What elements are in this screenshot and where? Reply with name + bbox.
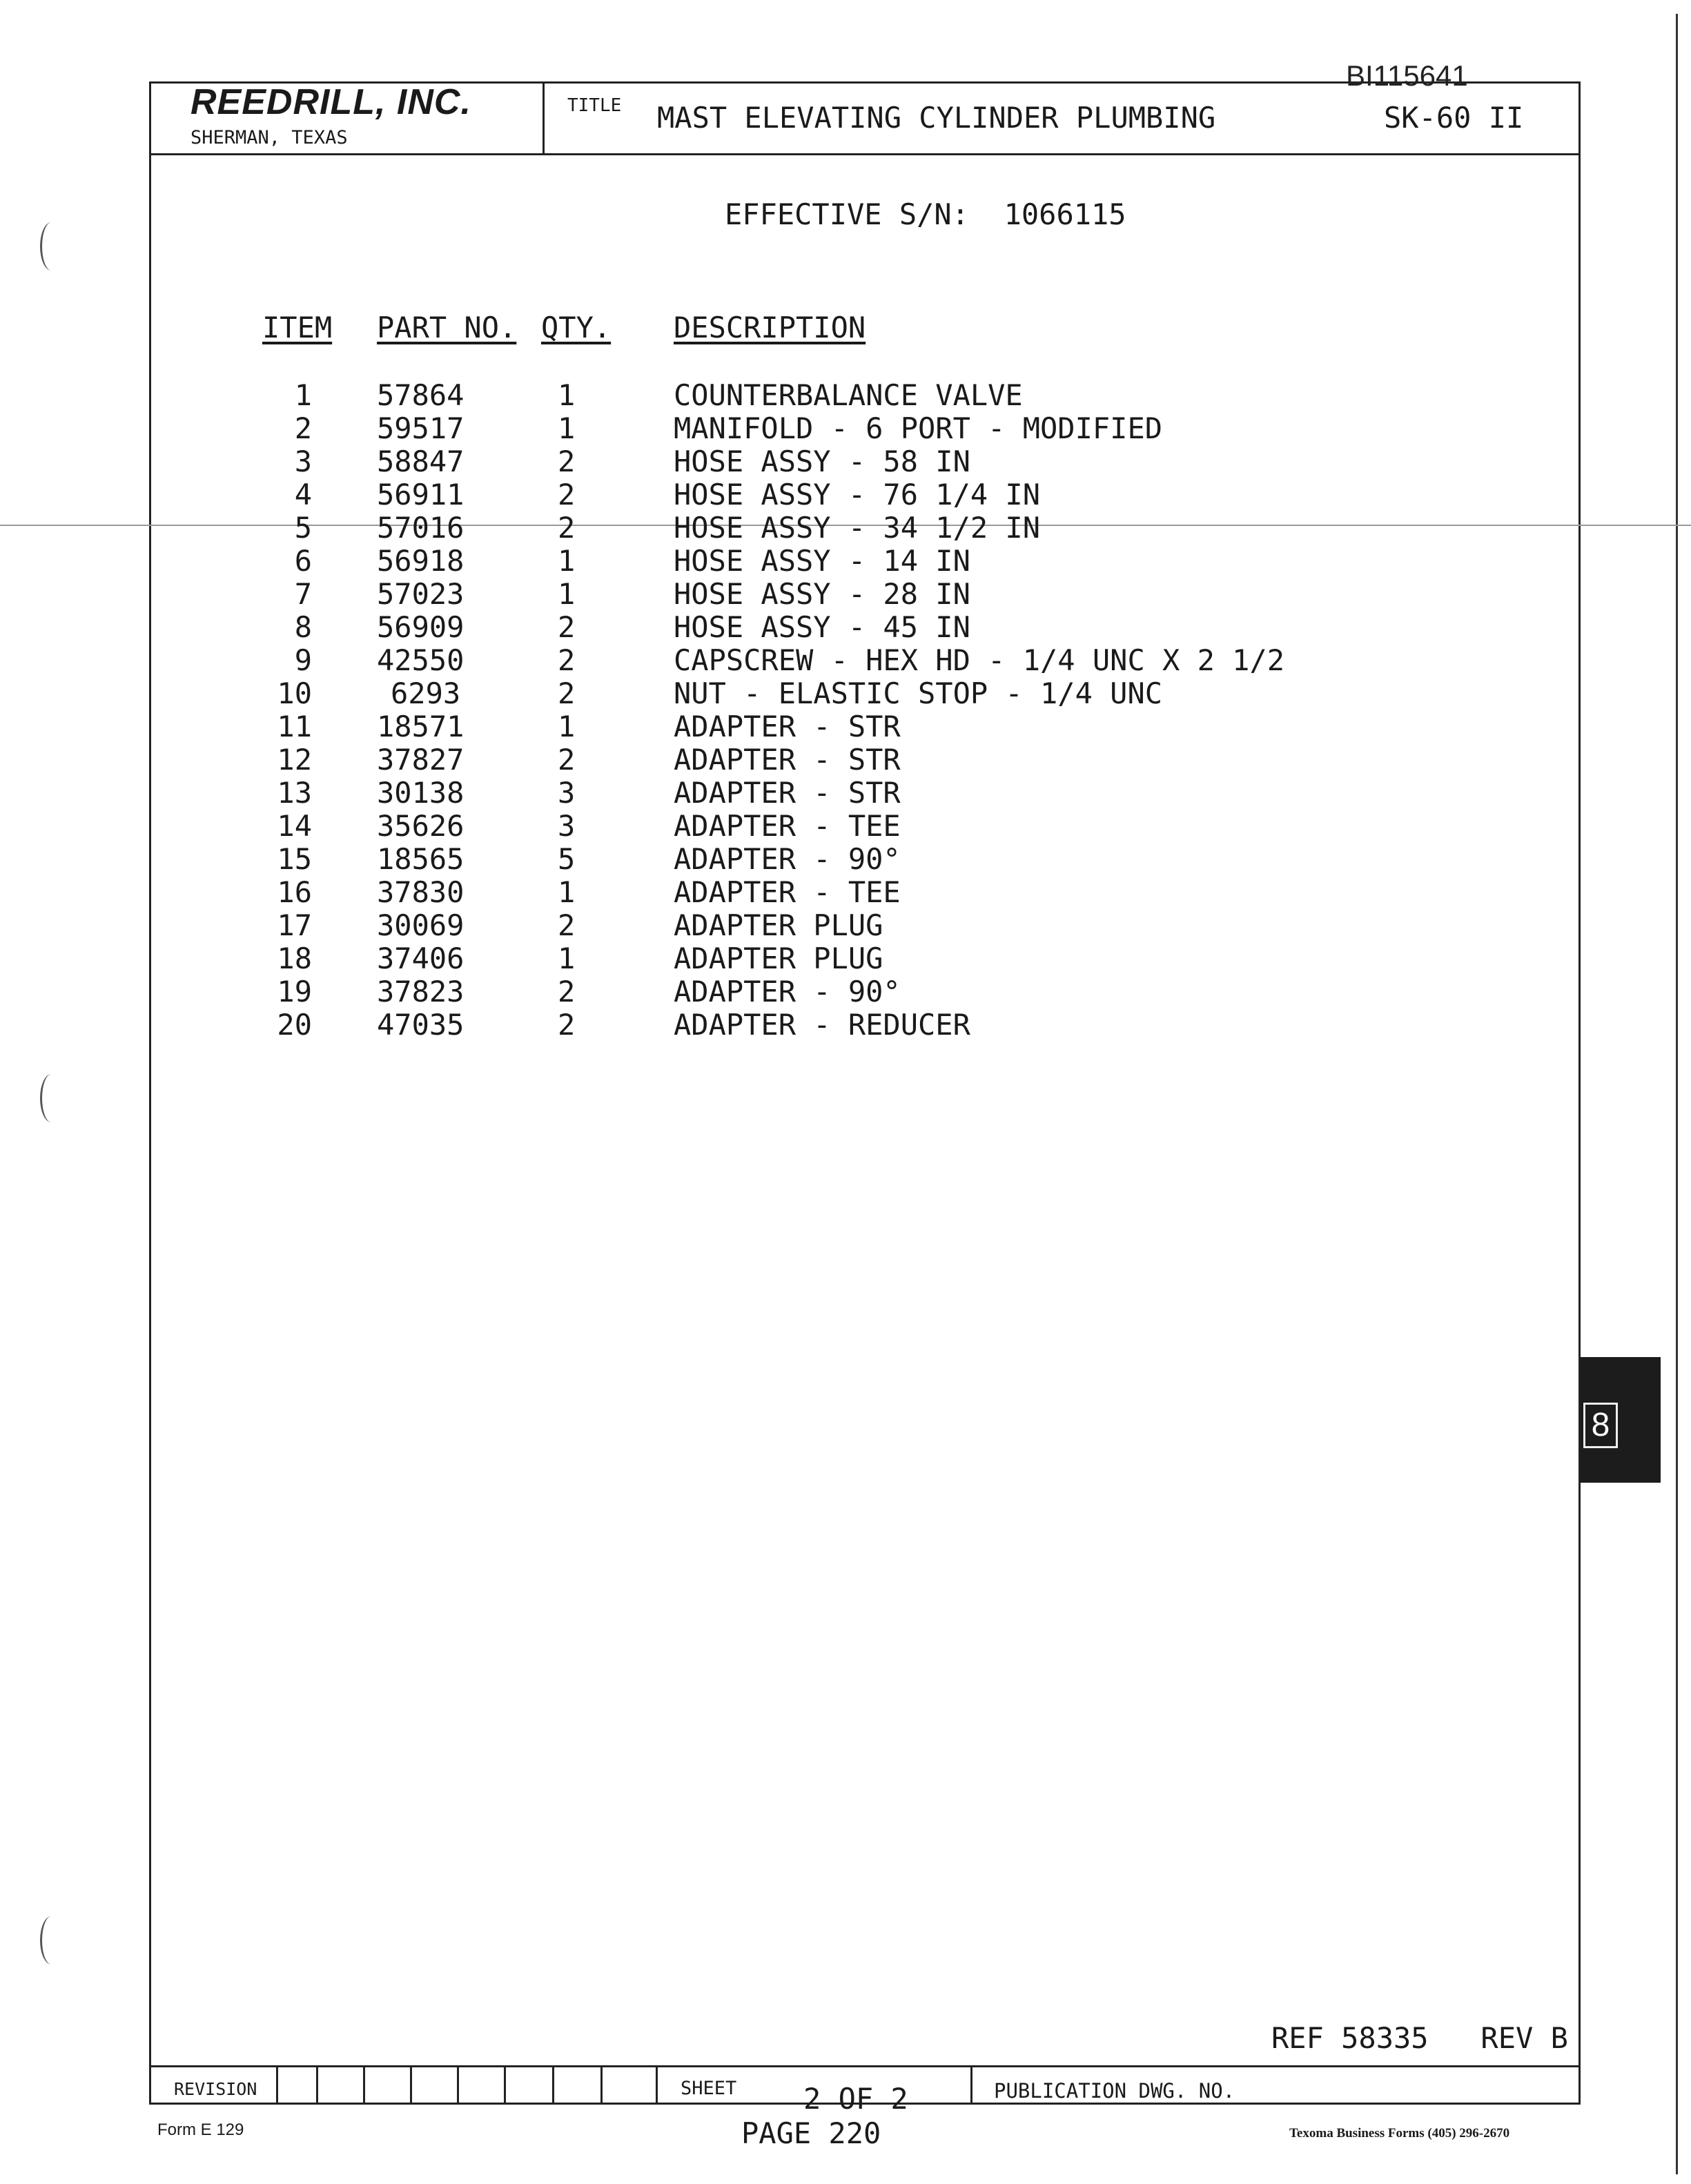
description: MANIFOLD - 6 PORT - MODIFIED xyxy=(674,411,1163,445)
part-number: 57864 xyxy=(377,378,465,412)
quantity: 2 xyxy=(558,676,576,710)
quantity: 2 xyxy=(558,511,576,545)
part-number: 57016 xyxy=(377,511,465,545)
description: ADAPTER - 90° xyxy=(674,842,901,876)
revision-cell-line xyxy=(316,2065,318,2104)
part-number: 56918 xyxy=(377,544,465,578)
description: ADAPTER PLUG xyxy=(674,908,883,942)
printer-credit: Texoma Business Forms (405) 296-2670 xyxy=(1289,2126,1510,2141)
quantity: 1 xyxy=(558,710,576,743)
column-header-item: ITEM xyxy=(262,311,333,344)
document-number: BI115641 xyxy=(1346,59,1468,92)
item-number: 17 xyxy=(277,908,312,942)
quantity: 1 xyxy=(558,942,576,975)
item-number: 3 xyxy=(294,445,312,478)
part-number: 37827 xyxy=(377,743,465,777)
item-number: 19 xyxy=(277,975,312,1008)
part-number: 42550 xyxy=(377,643,465,677)
table-row xyxy=(0,544,1691,577)
title-divider-line xyxy=(543,81,545,155)
item-number: 11 xyxy=(277,710,312,743)
table-row xyxy=(0,610,1691,643)
part-number: 59517 xyxy=(377,411,465,445)
item-number: 14 xyxy=(277,809,312,843)
part-number: 56909 xyxy=(377,610,465,644)
part-number: 37823 xyxy=(377,975,465,1008)
quantity: 1 xyxy=(558,875,576,909)
effective-serial xyxy=(725,197,1126,231)
revision-cell-line xyxy=(552,2065,554,2104)
item-number: 2 xyxy=(294,411,312,445)
description: HOSE ASSY - 58 IN xyxy=(674,445,970,478)
quantity: 1 xyxy=(558,544,576,578)
item-number: 12 xyxy=(277,743,312,777)
table-row xyxy=(0,875,1691,908)
table-row xyxy=(0,511,1691,544)
part-number: 57023 xyxy=(377,577,465,611)
description: COUNTERBALANCE VALVE xyxy=(674,378,1023,412)
part-number: 56911 xyxy=(377,478,465,511)
sheet-label: SHEET xyxy=(681,2078,737,2099)
quantity: 2 xyxy=(558,478,576,511)
item-number: 15 xyxy=(277,842,312,876)
item-number: 10 xyxy=(277,676,312,710)
revision-cell-line xyxy=(457,2065,459,2104)
table-row xyxy=(0,577,1691,610)
description: NUT - ELASTIC STOP - 1/4 UNC xyxy=(674,676,1163,710)
revision-cell-line xyxy=(504,2065,506,2104)
table-row xyxy=(0,643,1691,676)
part-number: 30069 xyxy=(377,908,465,942)
punch-hole-mark xyxy=(40,1916,63,1964)
description: ADAPTER - 90° xyxy=(674,975,901,1008)
sheet-value: 2 OF 2 xyxy=(803,2082,908,2116)
punch-hole-mark xyxy=(40,222,63,271)
item-number: 6 xyxy=(294,544,312,578)
description: HOSE ASSY - 76 1/4 IN xyxy=(674,478,1041,511)
page-edge-line xyxy=(1676,14,1678,2174)
item-number: 16 xyxy=(277,875,312,909)
column-header-description: DESCRIPTION xyxy=(674,311,866,344)
pubdwg-cell-line xyxy=(970,2065,972,2104)
revision-cell-line xyxy=(410,2065,412,2104)
part-number: 6293 xyxy=(391,676,461,710)
form-number: Form E 129 xyxy=(157,2120,244,2139)
quantity: 3 xyxy=(558,809,576,843)
part-number: 58847 xyxy=(377,445,465,478)
quantity: 1 xyxy=(558,378,576,412)
part-number: 18565 xyxy=(377,842,465,876)
quantity: 2 xyxy=(558,445,576,478)
item-number: 5 xyxy=(294,511,312,545)
revision-cell-line xyxy=(600,2065,603,2104)
table-row xyxy=(0,842,1691,875)
description: ADAPTER - TEE xyxy=(674,875,901,909)
table-row xyxy=(0,478,1691,511)
description: ADAPTER - STR xyxy=(674,710,901,743)
table-row xyxy=(0,942,1691,975)
revision-cell-line xyxy=(276,2065,278,2104)
description: HOSE ASSY - 14 IN xyxy=(674,544,970,578)
table-row xyxy=(0,975,1691,1008)
item-number: 1 xyxy=(294,378,312,412)
part-number: 35626 xyxy=(377,809,465,843)
description: ADAPTER - STR xyxy=(674,776,901,810)
quantity: 1 xyxy=(558,411,576,445)
description: CAPSCREW - HEX HD - 1/4 UNC X 2 1/2 xyxy=(674,643,1285,677)
quantity: 5 xyxy=(558,842,576,876)
table-row xyxy=(0,411,1691,445)
company-name: REEDRILL, INC. xyxy=(190,82,471,122)
item-number: 7 xyxy=(294,577,312,611)
title-block-bottom-line xyxy=(149,153,1581,155)
description: HOSE ASSY - 28 IN xyxy=(674,577,970,611)
item-number: 9 xyxy=(294,643,312,677)
quantity: 3 xyxy=(558,776,576,810)
item-number: 4 xyxy=(294,478,312,511)
quantity: 2 xyxy=(558,975,576,1008)
table-row xyxy=(0,743,1691,776)
part-number: 47035 xyxy=(377,1008,465,1042)
part-number: 37830 xyxy=(377,875,465,909)
quantity: 2 xyxy=(558,1008,576,1042)
table-row xyxy=(0,676,1691,710)
table-row xyxy=(0,908,1691,942)
page-number: PAGE 220 xyxy=(741,2116,881,2150)
column-header-part-no: PART NO. xyxy=(377,311,517,344)
publication-dwg-label: PUBLICATION DWG. NO. xyxy=(994,2079,1235,2103)
effective-label: EFFECTIVE S/N: xyxy=(725,197,970,231)
table-row xyxy=(0,809,1691,842)
table-row xyxy=(0,1008,1691,1041)
item-number: 20 xyxy=(277,1008,312,1042)
table-row xyxy=(0,710,1691,743)
quantity: 2 xyxy=(558,643,576,677)
company-location: SHERMAN, TEXAS xyxy=(190,127,348,148)
effective-value: 1066115 xyxy=(1004,197,1126,231)
revision-label: REVISION xyxy=(174,2079,257,2099)
quantity: 1 xyxy=(558,577,576,611)
description: ADAPTER PLUG xyxy=(674,942,883,975)
description: ADAPTER - REDUCER xyxy=(674,1008,970,1042)
revision-cell-line xyxy=(363,2065,365,2104)
title-label: TITLE xyxy=(567,95,622,116)
quantity: 2 xyxy=(558,610,576,644)
section-tab-number: 8 xyxy=(1583,1403,1618,1448)
sheet-cell-line xyxy=(656,2065,658,2104)
table-row xyxy=(0,445,1691,478)
table-row xyxy=(0,378,1691,411)
description: HOSE ASSY - 45 IN xyxy=(674,610,970,644)
description: ADAPTER - STR xyxy=(674,743,901,777)
column-header-qty: QTY. xyxy=(541,311,612,344)
model-number: SK-60 II xyxy=(1384,101,1524,135)
part-number: 30138 xyxy=(377,776,465,810)
quantity: 2 xyxy=(558,908,576,942)
quantity: 2 xyxy=(558,743,576,777)
document-title: MAST ELEVATING CYLINDER PLUMBING xyxy=(657,101,1216,135)
part-number: 37406 xyxy=(377,942,465,975)
item-number: 13 xyxy=(277,776,312,810)
punch-hole-mark xyxy=(40,1074,63,1122)
item-number: 18 xyxy=(277,942,312,975)
part-number: 18571 xyxy=(377,710,465,743)
item-number: 8 xyxy=(294,610,312,644)
table-row xyxy=(0,776,1691,809)
description: HOSE ASSY - 34 1/2 IN xyxy=(674,511,1041,545)
reference-revision: REF 58335 REV B xyxy=(1271,2021,1568,2055)
description: ADAPTER - TEE xyxy=(674,809,901,843)
